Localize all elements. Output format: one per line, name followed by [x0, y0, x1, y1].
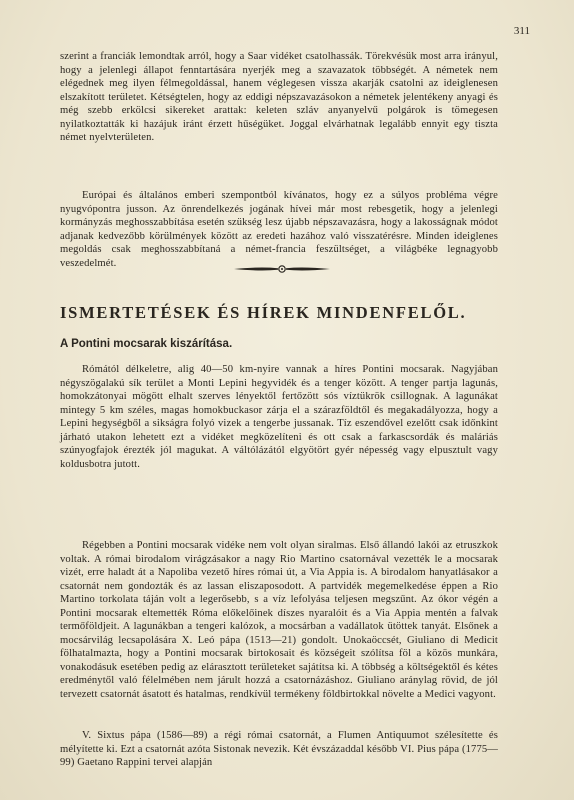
article-title: A Pontini mocsarak kiszárítása. — [60, 338, 233, 350]
page-number: 311 — [513, 25, 530, 37]
article-paragraph-2: Régebben a Pontini mocsarak vidéke nem volt olyan siralmas. Első állandó lakói az etruszkok voltak. A római birodalom virágzásakor a nagy Rio Martino csatornával vezették le a mocsarak vizét, erre haladt át a Napoliba vezető híres római út, a Via Appia is. A birodalom hanyatlásakor a csatornát nem gondozták és az lassan eliszaposodott. A partvidék megemelkedése éppen a Rio Martino torkolata táján volt a legerősebb, s a víz lefolyása teljesen megszűnt. Az ókor végén a Pontini mocsarak eltemették Róma előkelőinek díszes nyaralóit és a Via Appia mentén a falvak termőföldjeit. A lagunákban a tengeri kalózok, a mocsárban a vadállatok ütöttek tanyát. Elsőnek a mocsárvilág lecsapolására X. Leó pápa (1513—21) gondolt. Unokaöccsét, Giuliano di Medicit fölhatalmazta, hogy a Pontini mocsarak birtokosait és községeit szólítsa föl a közös munkára, vonakodásuk esetében pedig az elárasztott területeket sajátítsa ki. A többség a költségektől és kétes eredménytől való félelmében nem járult hozzá a csatornázáshoz. Giuliano aránylag rövid, de jól tervezett csatornát ásatott és hatalmas, rendkívül termékeny földbirtokkal növelte a Medici vagyont. — [60, 540, 498, 701]
article-paragraph-3: V. Sixtus pápa (1586—89) a régi római csatornát, a Flumen Antiquumot szélesítette és mélyítette ki. Ezt a csatornát azóta Sistonak nevezik. Két évszázaddal később VI. Pius pápa (1775—99) Gaetano Rappini tervei alapján — [60, 730, 498, 769]
section-heading: ISMERTETÉSEK ÉS HÍREK MINDENFELŐL. — [60, 303, 467, 322]
section-divider-ornament — [232, 264, 332, 274]
paragraph-european-view: Európai és általános emberi szempontból kívánatos, hogy ez a súlyos probléma végre nyugvópontra jusson. Az önrendelkezés jogának hívei már most rebesgetik, hogy a jelenlegi kormányzás meghosszabbítása esetén szükség lesz újabb népszavazásra, hogy a lakosságnak módot adjanak kedvezőbb körülmények között az eredeti hazához való visszatérésre. Minden ideiglenes megoldás csak meghosszabbítaná a német-francia feszültséget, a világbéke legnagyobb veszedelmét. — [60, 190, 498, 269]
article-paragraph-1: Rómától délkeletre, alig 40—50 km-nyire vannak a híres Pontini mocsarak. Nagyjában négyszögalakú sík terület a Monti Lepini hegyvidék és a tenger között. A tenger partja lagunás, homokzátonyai mögött elhalt szerves lényektől fertőzött sós víztükrök csillognak. A lagunákat mintegy 5 km széles, magas homokbuckasor zárja el a szárazföldtől és megakadályozza, hogy a Lepini hegységből a sikságra folyó vizek a tengerbe jussanak. Tíz eszendővel ezelőtt csak időnkint járható utakon lehetett ezt a vidéket megközelíteni és ott csak a farkascsordák és maláriás szúnyogfajok érezték jól magukat. A váltólázától elgyötört gyér népesség vagy elpusztult vagy koldusbotra jutott. — [60, 364, 498, 470]
paragraph-saar-continuation: szerint a franciák lemondtak arról, hogy a Saar vidéket csatolhassák. Törekvésük most arra irányul, hogy a jelenlegi állapot fenntartására nyerjék meg a szavazatok többségét. A németek nem elégednek meg ilyen félmegoldással, hanem véglegesen vissza akarják csatolni az ideiglenesen elszakított területet. Kétségtelen, hogy az eddigi népszavazásokon a németek jelentékeny anyagi és még szebb erkölcsi sikereket arattak: keleten szláv anyanyelvű polgárok is tömegesen nyilatkoztatták ki hazájuk iránt érzett hűségüket. Joggal elvárhatnak legalább ennyit egy tiszta német nyelvterületen. — [60, 51, 498, 144]
